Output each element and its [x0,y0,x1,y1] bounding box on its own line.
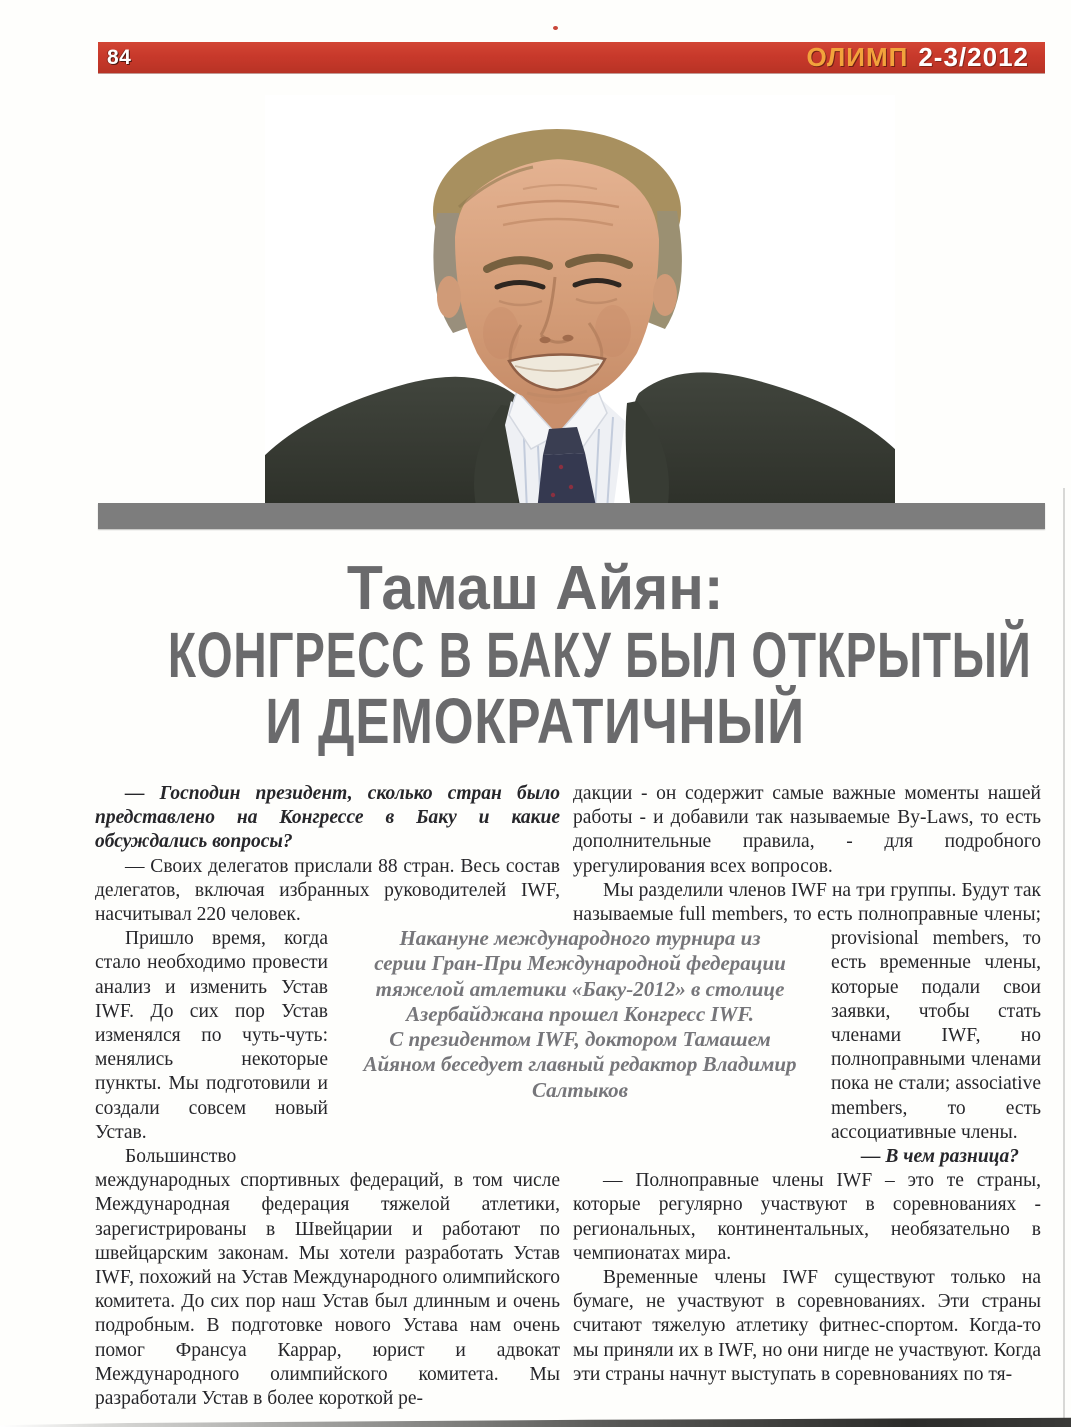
question-paragraph: — Господин президент, сколько стран было представлено на Конгрессе в Баку и какие обсуждались вопросы? [95,783,560,853]
lede-line: Накануне международного турнира из [399,926,761,950]
lede-line: С президентом IWF, доктором Тамашем [389,1027,771,1052]
scan-speck [553,26,558,30]
answer-paragraph: — Своих делегатов прислали 88 стран. Весь состав делегатов, включая избранных руководителей IWF, насчитывал 220 человек. [95,855,560,926]
page-number: 84 [107,45,132,69]
lede-inset [295,926,865,1103]
answer-paragraph: Пришло время, когда стало необходимо провести анализ и изменить Устав IWF. До сих пор Устав изменялся по чуть-чуть: менялись некоторые пункты. Мы подготовили и создали совсем новый Устав. [95,928,328,1143]
lede-line: серии Гран-При Международной федерации [374,951,786,976]
issue-number: 2-3/2012 [918,42,1029,72]
header-issue-block [806,42,1045,73]
lede-line: Салтыков [531,1077,629,1102]
scan-edge-bottom [0,1417,1071,1427]
title-line-2: КОНГРЕСС В БАКУ БЫЛ ОТКРЫТЫЙ [167,619,1032,691]
lede-line: Азербайджана прошел Конгресс IWF. [406,1001,754,1026]
magazine-title: ОЛИМП [806,42,909,72]
body-paragraph: дакции - он содержит самые важные моменты нашей работы - и добавили так называемые By-Laws, то есть дополнительные правила, - для подробного урегулирования всех вопросов. [573,783,1041,877]
header-bar [98,42,1045,73]
lede-line: Айяном беседует главный редактор Владимир [363,1052,797,1077]
paragraph-part: полноправные члены; provisional members, то есть временные члены, которые подали свои заявки, чтобы стать членами IWF, но полноправными членами пока не стали; associative members, то есть ассоциативные члены. [831,904,1041,1143]
answer-paragraph: Большинство международных спортивных федераций, в том числе Международная федерация тяжелой атлетики, зарегистрированы в Швейцарии и работают по швейцарским законам. Мы хотели разработать Устав IWF, похожий на Устав Международного олимпийского комитета. До сих пор наш Устав был длинным и очень подробным. В подготовке нового Устава нам очень помог Франсуа Каррар, юрист и адвокат Международного олимпийского комитета. Мы разработали Устав в более короткой ре- [95,1146,560,1410]
lede-line: тяжелой атлетики «Баку-2012» в столице [375,976,785,1001]
portrait-illustration [265,95,895,511]
article-title [0,554,1071,757]
question-paragraph: — В чем разница? [861,1146,1020,1168]
paragraph-part: Мы разделили членов IWF на три группы. Будут так называемые full members, то есть [573,879,1041,926]
portrait-photo [265,95,895,511]
answer-paragraph: Временные члены IWF существуют только на бумаге, не участвуют в соревнованиях. Эти страны считают тяжелую атлетику фитнес-спортом. Когда-то мы приняли их в IWF, но они нигде не участвуют. Когда эти страны начнут выступать в соревнованиях по тя- [573,1267,1041,1385]
divider-bar [98,503,1045,529]
answer-paragraph: — Полноправные члены IWF – это те страны, которые регулярно участвуют в соревнованиях - региональных, континентальных, необязательно в чемпионатах мира. [573,1170,1041,1264]
title-line-1: Тамаш Айян: [347,554,724,623]
title-line-3: И ДЕМОКРАТИЧНЫЙ [265,685,806,757]
